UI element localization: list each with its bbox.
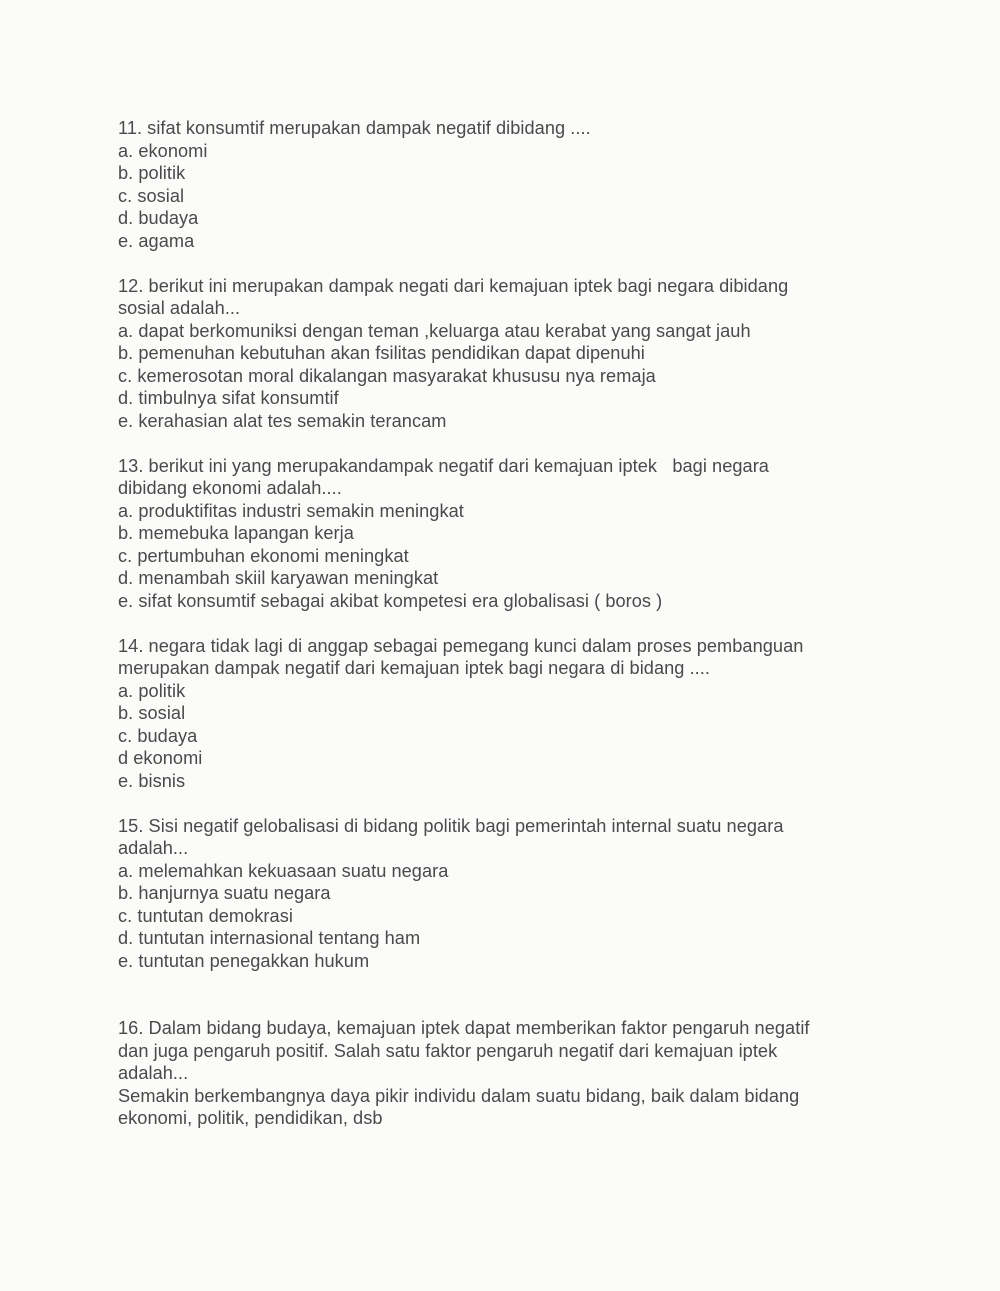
question-11 [118, 117, 878, 252]
question-15 [118, 815, 878, 973]
option-c: c. budaya [118, 725, 198, 746]
question-text: 13. berikut ini yang merupakandampak negatif dari kemajuan iptek bagi negara [118, 455, 769, 476]
question-text: 15. Sisi negatif gelobalisasi di bidang politik bagi pemerintah internal suatu negara [118, 815, 784, 836]
option-b: b. memebuka lapangan kerja [118, 523, 354, 543]
question-14 [118, 635, 878, 793]
question-list [118, 117, 878, 1130]
option-b: b. politik [118, 163, 186, 183]
option-a: a. produktifitas industri semakin meningkat [118, 500, 464, 521]
question-text-continued: merupakan dampak negatif dari kemajuan iptek bagi negara di bidang .... [118, 658, 710, 678]
option-b: b. sosial [118, 703, 186, 723]
option-a: a. politik [118, 680, 186, 701]
option-c: c. kemerosotan moral dikalangan masyarakat khususu nya remaja [118, 365, 656, 386]
option-c: c. tuntutan demokrasi [118, 905, 293, 926]
option-a: a. melemahkan kekuasaan suatu negara [118, 860, 449, 881]
question-text-continued: adalah... [118, 1063, 189, 1083]
option-e: e. sifat konsumtif sebagai akibat kompetesi era globalisasi ( boros ) [118, 590, 663, 611]
option-a: a. dapat berkomuniksi dengan teman ,keluarga atau kerabat yang sangat jauh [118, 320, 751, 341]
answer-text-continued: ekonomi, politik, pendidikan, dsb [118, 1108, 383, 1128]
option-b: b. pemenuhan kebutuhan akan fsilitas pendidikan dapat dipenuhi [118, 343, 645, 363]
option-d: d. budaya [118, 208, 199, 228]
option-c: c. sosial [118, 185, 185, 206]
option-e: e. kerahasian alat tes semakin terancam [118, 410, 447, 431]
question-text: 12. berikut ini merupakan dampak negati dari kemajuan iptek bagi negara dibidang [118, 275, 789, 296]
option-e: e. tuntutan penegakkan hukum [118, 950, 370, 971]
answer-text: Semakin berkembangnya daya pikir individu dalam suatu bidang, baik dalam bidang [118, 1085, 800, 1106]
option-e: e. agama [118, 230, 195, 251]
question-text-continued: dibidang ekonomi adalah.... [118, 478, 342, 498]
question-13 [118, 455, 878, 613]
option-d: d. tuntutan internasional tentang ham [118, 928, 421, 948]
option-d: d ekonomi [118, 748, 203, 768]
question-text-continued: dan juga pengaruh positif. Salah satu faktor pengaruh negatif dari kemajuan iptek [118, 1040, 778, 1061]
question-text: 16. Dalam bidang budaya, kemajuan iptek dapat memberikan faktor pengaruh negatif [118, 1018, 810, 1038]
option-d: d. timbulnya sifat konsumtif [118, 388, 339, 408]
option-c: c. pertumbuhan ekonomi meningkat [118, 545, 409, 566]
question-12 [118, 275, 878, 433]
question-text-continued: adalah... [118, 838, 189, 858]
option-b: b. hanjurnya suatu negara [118, 883, 331, 903]
option-d: d. menambah skiil karyawan meningkat [118, 568, 439, 588]
question-text: 11. sifat konsumtif merupakan dampak negatif dibidang .... [118, 118, 591, 138]
question-text-continued: sosial adalah... [118, 298, 241, 318]
question-16 [118, 1017, 878, 1130]
option-a: a. ekonomi [118, 140, 208, 161]
option-e: e. bisnis [118, 770, 186, 791]
question-text: 14. negara tidak lagi di anggap sebagai pemegang kunci dalam proses pembanguan [118, 635, 804, 656]
